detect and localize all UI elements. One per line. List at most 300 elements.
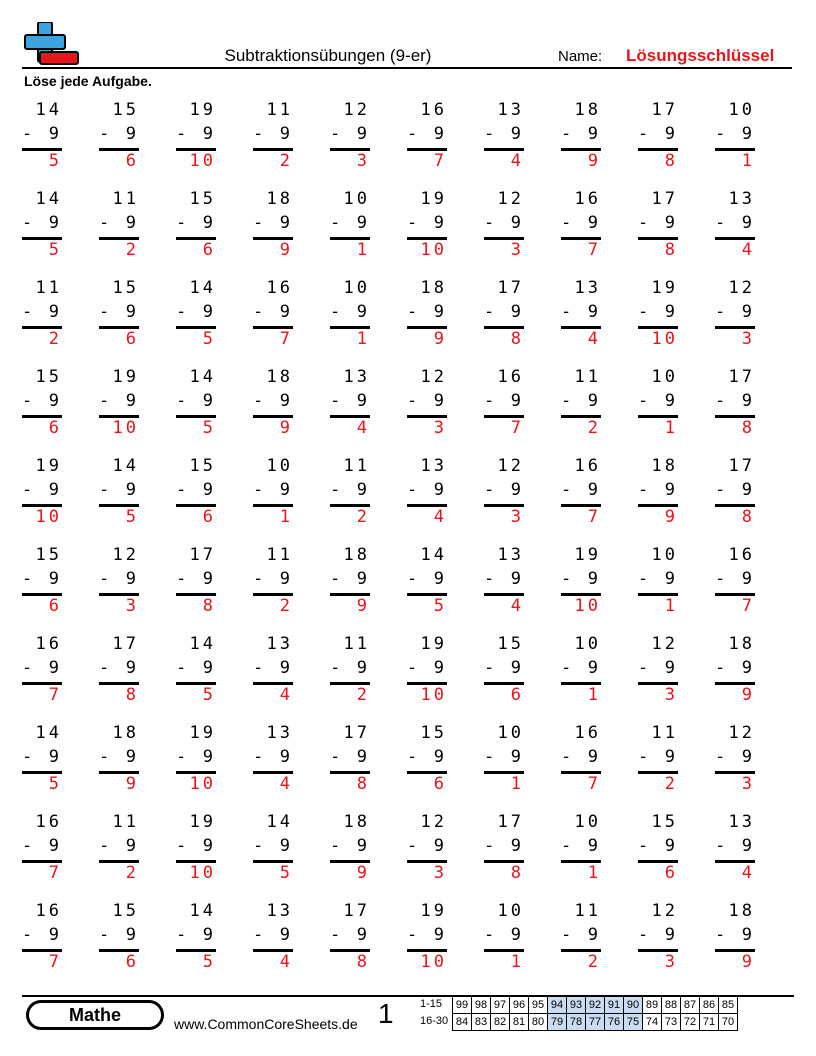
minus-sign: - [176, 213, 187, 233]
subtrahend-line [253, 658, 293, 680]
score-cell: 84 [453, 1014, 472, 1031]
problem-row [0, 100, 816, 189]
subtrahend-line [176, 658, 216, 680]
answer: 1 [356, 329, 370, 349]
score-cell: 96 [510, 997, 529, 1014]
subtrahend: 9 [279, 925, 290, 945]
subtrahend-line [484, 569, 524, 591]
answer: 9 [587, 151, 601, 171]
minus-sign: - [715, 925, 726, 945]
minus-sign: - [330, 569, 341, 589]
subtraction-problem [715, 812, 755, 901]
minus-sign: - [99, 480, 110, 500]
subtrahend-line [176, 569, 216, 591]
minus-sign: - [715, 124, 726, 144]
subtraction-problem [407, 189, 447, 278]
subtrahend: 9 [48, 747, 59, 767]
minuend: 12 [497, 456, 524, 476]
score-row-label: 1-15 [420, 998, 443, 1010]
score-row-label: 16-30 [420, 1015, 449, 1027]
minuend: 13 [266, 723, 293, 743]
minus-sign: - [638, 302, 649, 322]
answer: 6 [125, 151, 139, 171]
subtrahend-line [638, 747, 678, 769]
subtraction-problem [176, 812, 216, 901]
subtrahend: 9 [202, 747, 213, 767]
minus-sign: - [22, 302, 33, 322]
minus-sign: - [253, 925, 264, 945]
subtraction-problem [638, 901, 678, 990]
subtrahend-line [407, 124, 447, 146]
answer: 9 [125, 774, 139, 794]
subtraction-problem [330, 634, 370, 723]
subtrahend-line [561, 658, 601, 680]
minuend: 15 [112, 100, 139, 120]
answer: 9 [279, 240, 293, 260]
answer: 3 [433, 418, 447, 438]
subtrahend-line [253, 302, 293, 324]
subtrahend: 9 [587, 124, 598, 144]
subtraction-problem [99, 367, 139, 456]
subtrahend: 9 [48, 658, 59, 678]
answer: 10 [420, 952, 447, 972]
subtraction-problem [407, 278, 447, 367]
answer: 5 [202, 329, 216, 349]
subtrahend-line [638, 658, 678, 680]
answer: 4 [587, 329, 601, 349]
subtraction-problem [715, 723, 755, 812]
minuend: 14 [420, 545, 447, 565]
subtraction-problem [484, 634, 524, 723]
minuend: 11 [266, 100, 293, 120]
minus-sign: - [22, 480, 33, 500]
subtraction-problem [715, 189, 755, 278]
subtraction-problem [638, 100, 678, 189]
website-link[interactable]: www.CommonCoreSheets.de [174, 1016, 358, 1032]
minus-sign: - [715, 302, 726, 322]
subtrahend-line [638, 391, 678, 413]
minuend: 14 [189, 367, 216, 387]
minus-sign: - [22, 569, 33, 589]
minus-sign: - [253, 569, 264, 589]
subtrahend-line [176, 747, 216, 769]
answer: 7 [48, 685, 62, 705]
answer: 3 [741, 329, 755, 349]
minus-sign: - [330, 747, 341, 767]
minuend: 17 [651, 100, 678, 120]
minuend: 19 [420, 901, 447, 921]
subtrahend-line [407, 747, 447, 769]
answer: 1 [587, 863, 601, 883]
score-cell: 73 [662, 1014, 681, 1031]
minuend: 13 [574, 278, 601, 298]
subtrahend: 9 [433, 658, 444, 678]
minuend: 10 [574, 812, 601, 832]
subtrahend-line [561, 391, 601, 413]
subtraction-problem [330, 189, 370, 278]
minus-sign: - [638, 213, 649, 233]
score-cell: 91 [605, 997, 624, 1014]
minuend: 13 [343, 367, 370, 387]
subtraction-problem [22, 456, 62, 545]
answer: 3 [510, 240, 524, 260]
score-cell: 85 [719, 997, 738, 1014]
minuend: 14 [266, 812, 293, 832]
minus-sign: - [22, 124, 33, 144]
subtrahend-line [99, 925, 139, 947]
answer: 8 [510, 329, 524, 349]
minuend: 14 [35, 189, 62, 209]
answer: 2 [356, 507, 370, 527]
minuend: 19 [420, 634, 447, 654]
subtrahend-line [330, 925, 370, 947]
subtrahend-line [715, 302, 755, 324]
subtrahend-line [561, 925, 601, 947]
subtrahend-line [99, 480, 139, 502]
subtrahend-line [484, 925, 524, 947]
subtrahend-line [715, 925, 755, 947]
answer: 7 [433, 151, 447, 171]
answer: 7 [48, 863, 62, 883]
answer: 2 [279, 151, 293, 171]
minus-sign: - [561, 391, 572, 411]
subtraction-problem [253, 901, 293, 990]
minus-sign: - [561, 569, 572, 589]
answer: 4 [741, 863, 755, 883]
subtraction-problem [484, 812, 524, 901]
subtraction-problem [407, 100, 447, 189]
minus-sign: - [99, 213, 110, 233]
subtrahend-line [330, 391, 370, 413]
score-cell: 95 [529, 997, 548, 1014]
subtraction-problem [253, 189, 293, 278]
subtrahend: 9 [48, 836, 59, 856]
subtrahend: 9 [741, 213, 752, 233]
subtrahend-line [330, 658, 370, 680]
subtrahend-line [715, 747, 755, 769]
answer: 9 [279, 418, 293, 438]
subtraction-problem [561, 278, 601, 367]
answer: 2 [279, 596, 293, 616]
answer: 10 [420, 240, 447, 260]
minus-sign: - [22, 747, 33, 767]
minus-sign: - [176, 925, 187, 945]
minuend: 14 [189, 634, 216, 654]
minus-sign: - [407, 569, 418, 589]
subtrahend-line [407, 658, 447, 680]
score-cell: 81 [510, 1014, 529, 1031]
subtrahend: 9 [433, 124, 444, 144]
minuend: 16 [35, 812, 62, 832]
minus-sign: - [253, 213, 264, 233]
subtrahend: 9 [202, 836, 213, 856]
subtraction-problem [715, 456, 755, 545]
minuend: 18 [343, 545, 370, 565]
subtrahend: 9 [202, 925, 213, 945]
subtraction-problem [22, 100, 62, 189]
answer: 10 [189, 151, 216, 171]
subtraction-problem [561, 456, 601, 545]
subtraction-problem [22, 812, 62, 901]
subtrahend-line [330, 747, 370, 769]
subtrahend-line [484, 124, 524, 146]
subtraction-problem [638, 723, 678, 812]
subtrahend: 9 [587, 836, 598, 856]
answer: 4 [279, 774, 293, 794]
minuend: 17 [728, 456, 755, 476]
subtrahend: 9 [125, 747, 136, 767]
minus-sign: - [176, 302, 187, 322]
minuend: 16 [266, 278, 293, 298]
answer: 5 [202, 685, 216, 705]
minuend: 15 [112, 901, 139, 921]
subtrahend-line [253, 391, 293, 413]
minus-sign: - [638, 480, 649, 500]
score-cell: 98 [472, 997, 491, 1014]
subtraction-problem [330, 812, 370, 901]
subtrahend-line [484, 658, 524, 680]
score-cell: 83 [472, 1014, 491, 1031]
answer: 5 [48, 774, 62, 794]
problem-row [0, 367, 816, 456]
answer: 9 [356, 863, 370, 883]
answer: 2 [587, 418, 601, 438]
minus-sign: - [638, 124, 649, 144]
minuend: 15 [35, 545, 62, 565]
answer: 2 [125, 240, 139, 260]
answer: 10 [420, 685, 447, 705]
subtrahend: 9 [741, 480, 752, 500]
subtraction-problem [484, 723, 524, 812]
subtrahend: 9 [356, 925, 367, 945]
subtraction-problem [176, 189, 216, 278]
answer: 1 [587, 685, 601, 705]
answer: 3 [125, 596, 139, 616]
subtrahend: 9 [279, 391, 290, 411]
minuend: 10 [651, 367, 678, 387]
subtrahend-line [99, 124, 139, 146]
minuend: 12 [728, 278, 755, 298]
subtrahend-line [176, 836, 216, 858]
subtraction-problem [715, 901, 755, 990]
minuend: 10 [343, 189, 370, 209]
subtrahend-line [22, 569, 62, 591]
answer: 6 [664, 863, 678, 883]
subtrahend-line [407, 213, 447, 235]
subtraction-problem [253, 723, 293, 812]
answer: 6 [48, 418, 62, 438]
subtraction-problem [484, 278, 524, 367]
subtrahend-line [253, 480, 293, 502]
subtrahend: 9 [433, 569, 444, 589]
minuend: 13 [497, 100, 524, 120]
answer: 8 [125, 685, 139, 705]
minuend: 11 [651, 723, 678, 743]
minus-sign: - [99, 658, 110, 678]
subtraction-problem [407, 812, 447, 901]
minuend: 16 [728, 545, 755, 565]
subtrahend-line [638, 836, 678, 858]
subtrahend: 9 [664, 925, 675, 945]
answer: 4 [741, 240, 755, 260]
minus-sign: - [561, 480, 572, 500]
answer: 8 [510, 863, 524, 883]
score-cell: 72 [681, 1014, 700, 1031]
subtrahend-line [484, 480, 524, 502]
minus-sign: - [561, 213, 572, 233]
minus-sign: - [99, 302, 110, 322]
subtrahend-line [407, 480, 447, 502]
answer: 9 [356, 596, 370, 616]
subtrahend: 9 [664, 302, 675, 322]
subtrahend-line [715, 213, 755, 235]
minuend: 17 [497, 812, 524, 832]
answer: 2 [48, 329, 62, 349]
minus-sign: - [484, 569, 495, 589]
minus-sign: - [484, 747, 495, 767]
subtrahend-line [561, 569, 601, 591]
minus-sign: - [638, 391, 649, 411]
subtraction-problem [561, 634, 601, 723]
subtrahend: 9 [202, 658, 213, 678]
subtrahend-line [253, 836, 293, 858]
subtrahend-line [22, 480, 62, 502]
subtraction-problem [638, 456, 678, 545]
subtrahend: 9 [202, 302, 213, 322]
subtrahend: 9 [125, 213, 136, 233]
minus-sign: - [407, 124, 418, 144]
worksheet-title: Subtraktionsübungen (9-er) [224, 46, 432, 65]
subtrahend: 9 [356, 391, 367, 411]
subtraction-problem [22, 545, 62, 634]
name-label: Name: [558, 48, 603, 65]
minuend: 18 [574, 100, 601, 120]
subtrahend: 9 [202, 391, 213, 411]
subtrahend: 9 [664, 569, 675, 589]
answer: 4 [356, 418, 370, 438]
answer: 7 [741, 596, 755, 616]
subtrahend-line [638, 302, 678, 324]
subtraction-problem [407, 456, 447, 545]
subtraction-problem [330, 367, 370, 456]
subtrahend-line [484, 302, 524, 324]
minus-sign: - [561, 747, 572, 767]
minuend: 15 [420, 723, 447, 743]
subtraction-problem [176, 723, 216, 812]
answer: 8 [356, 774, 370, 794]
minus-sign: - [99, 925, 110, 945]
problem-row [0, 278, 816, 367]
minuend: 10 [266, 456, 293, 476]
problem-row [0, 901, 816, 990]
subtraction-problem [638, 545, 678, 634]
minus-sign: - [330, 480, 341, 500]
subtrahend-line [561, 124, 601, 146]
answer: 5 [433, 596, 447, 616]
subtrahend: 9 [279, 747, 290, 767]
subject-badge: Mathe [26, 1000, 164, 1030]
minuend: 13 [266, 634, 293, 654]
score-table [452, 996, 738, 1031]
subtrahend: 9 [433, 213, 444, 233]
minus-sign: - [484, 480, 495, 500]
minuend: 15 [112, 278, 139, 298]
minus-sign: - [407, 213, 418, 233]
subtrahend: 9 [664, 391, 675, 411]
minus-sign: - [561, 925, 572, 945]
subtrahend: 9 [510, 480, 521, 500]
minuend: 13 [497, 545, 524, 565]
minuend: 18 [728, 901, 755, 921]
minus-sign: - [99, 836, 110, 856]
subtrahend-line [407, 569, 447, 591]
subtraction-problem [638, 278, 678, 367]
subtraction-problem [330, 100, 370, 189]
subtrahend: 9 [664, 480, 675, 500]
subtrahend: 9 [510, 302, 521, 322]
minus-sign: - [638, 658, 649, 678]
score-cell: 90 [624, 997, 643, 1014]
subtraction-problem [253, 634, 293, 723]
subtraction-problem [176, 545, 216, 634]
answer: 4 [433, 507, 447, 527]
subtrahend-line [561, 836, 601, 858]
subtrahend-line [638, 925, 678, 947]
subtrahend-line [99, 302, 139, 324]
subtrahend: 9 [587, 480, 598, 500]
problem-row [0, 456, 816, 545]
subtraction-problem [484, 367, 524, 456]
minus-sign: - [176, 569, 187, 589]
score-row [453, 1014, 738, 1031]
answer: 7 [279, 329, 293, 349]
subtraction-problem [484, 189, 524, 278]
subtrahend-line [638, 480, 678, 502]
answer: 5 [202, 952, 216, 972]
answer: 6 [125, 329, 139, 349]
subtrahend: 9 [279, 836, 290, 856]
subtraction-problem [22, 367, 62, 456]
subtrahend-line [407, 391, 447, 413]
minuend: 11 [574, 367, 601, 387]
minuend: 14 [35, 723, 62, 743]
subtrahend: 9 [510, 658, 521, 678]
minus-sign: - [484, 124, 495, 144]
subtrahend-line [330, 569, 370, 591]
subtrahend-line [22, 925, 62, 947]
subtraction-problem [561, 367, 601, 456]
minus-sign: - [715, 480, 726, 500]
subtraction-problem [484, 901, 524, 990]
answer: 2 [125, 863, 139, 883]
minuend: 15 [497, 634, 524, 654]
score-cell: 76 [605, 1014, 624, 1031]
minus-sign: - [253, 480, 264, 500]
minus-sign: - [484, 391, 495, 411]
minuend: 17 [343, 723, 370, 743]
subtrahend: 9 [433, 925, 444, 945]
score-cell: 99 [453, 997, 472, 1014]
subtraction-problem [638, 189, 678, 278]
subtrahend-line [253, 925, 293, 947]
answer: 3 [433, 863, 447, 883]
minuend: 17 [728, 367, 755, 387]
score-cell: 79 [548, 1014, 567, 1031]
minuend: 14 [35, 100, 62, 120]
minuend: 16 [574, 189, 601, 209]
answer: 8 [356, 952, 370, 972]
subtrahend-line [638, 569, 678, 591]
